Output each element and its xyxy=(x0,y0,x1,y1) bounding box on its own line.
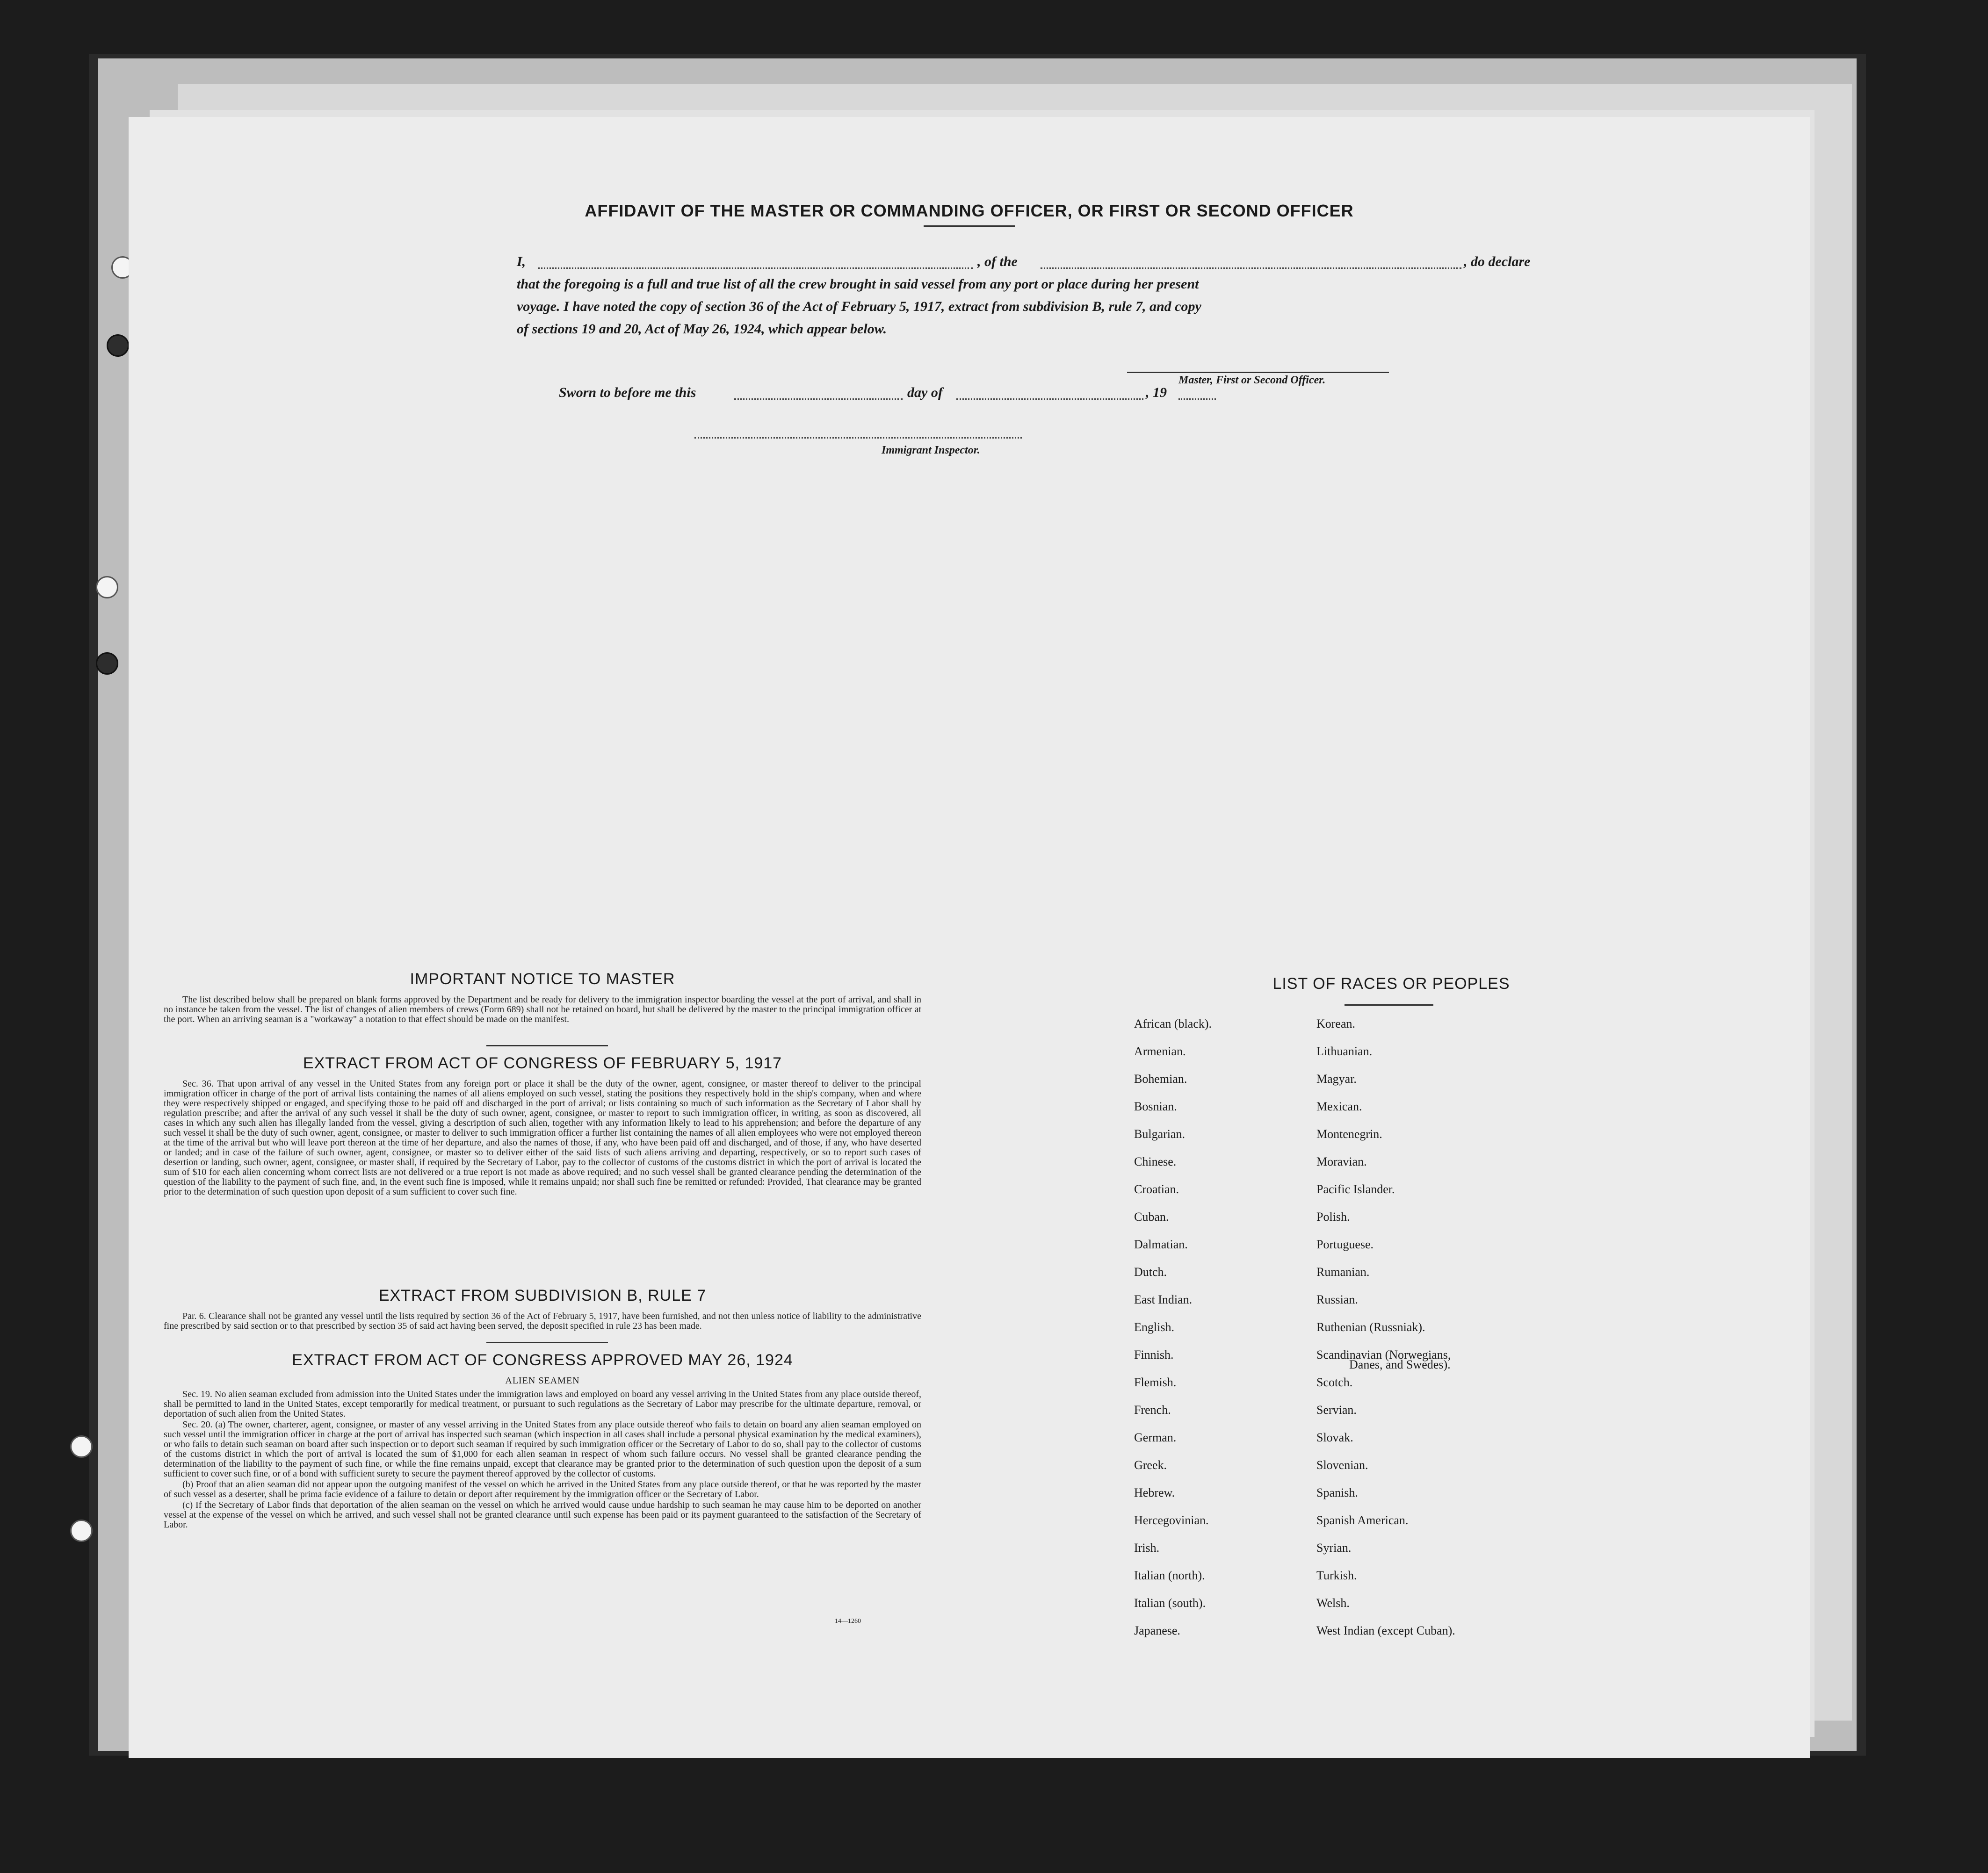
section-20c-paragraph: (c) If the Secretary of Labor finds that deportation of the alien seaman on the vessel on which he arrived would cause undue hardship to such seaman he may cause him to be deported on another vessel at the expense of the vessel on which he arrived, and such vessel shall not be granted clearance until such expense has been paid or its payment guaranteed to the satisfaction of the Secretary of Labor. xyxy=(164,1500,921,1530)
declaration-line-4: of sections 19 and 20, Act of May 26, 1924, which appear below. xyxy=(517,321,887,337)
binder-hole xyxy=(70,1520,93,1542)
day-of-label: day of xyxy=(907,385,943,400)
race-item: East Indian. xyxy=(1134,1293,1193,1306)
race-item: Greek. xyxy=(1134,1458,1167,1472)
race-item: African (black). xyxy=(1134,1017,1212,1030)
race-item: Mexican. xyxy=(1316,1100,1362,1113)
race-item: Lithuanian. xyxy=(1316,1045,1373,1058)
affidavit-title: AFFIDAVIT OF THE MASTER OR COMMANDING OFFICER, OR FIRST OR SECOND OFFICER xyxy=(585,201,1354,220)
inspector-label: Immigrant Inspector. xyxy=(882,444,980,456)
paragraph-6: Par. 6. Clearance shall not be granted any vessel until the lists required by section 36 of the Act of February 5, 1917, have been furnished, and not then unless notice of liability to the administrative fine prescribed by said section or to that prescribed by section 35 of said act having been served, the deposit specified in rule 23 has been made. xyxy=(164,1311,921,1331)
race-item: Cuban. xyxy=(1134,1210,1169,1224)
month-blank[interactable] xyxy=(956,398,1143,400)
extract-1924-text xyxy=(164,1390,921,1531)
races-column-2 xyxy=(1316,1010,1560,1644)
notice-title: IMPORTANT NOTICE TO MASTER xyxy=(410,970,675,988)
sworn-line xyxy=(559,383,1330,402)
race-item: Irish. xyxy=(1134,1541,1160,1555)
declaration-line-2: that the foregoing is a full and true list of all the crew brought in said vessel from any port or place during her present xyxy=(517,276,1199,292)
year-blank[interactable] xyxy=(1178,398,1216,400)
rule-7-text xyxy=(164,1311,921,1332)
declaration-line-1 xyxy=(517,252,1578,271)
race-item: Russian. xyxy=(1316,1293,1358,1306)
section-20a-paragraph: Sec. 20. (a) The owner, charterer, agent, consignee, or master of any vessel arriving in the United States from any place outside thereof who fails to detain on board any alien seaman employed on such vessel until the immigration officer in charge at the port of arrival has inspected such seaman (which inspection in all cases shall include a personal physical examination by the medical examiners), or who fails to detain such seaman on board after such inspection or to deport such seaman if required by such immigration officer or the Secretary of Labor to do so, shall pay to the collector of customs of the customs district in which the port of arrival is located the sum of $1,000 for each alien seaman in respect of whom such failure occurs. No vessel shall be granted clearance pending the determination of the liability to the payment of such fine, or while the fine remains unpaid, except that clearance may be granted prior to the determination of such question upon the deposit of a sum sufficient to cover such fine, or of a bond with sufficient surety to secure the payment thereof approved by the collector of customs. xyxy=(164,1419,921,1479)
day-blank[interactable] xyxy=(734,398,903,400)
sworn-label: Sworn to before me this xyxy=(559,385,696,400)
rule-7-title: EXTRACT FROM SUBDIVISION B, RULE 7 xyxy=(378,1287,707,1304)
extract-1917-text xyxy=(164,1079,921,1198)
race-item: Turkish. xyxy=(1316,1569,1357,1582)
declaration-of-the: , of the xyxy=(977,254,1018,269)
race-item: Bohemian. xyxy=(1134,1072,1187,1086)
race-item: Scotch. xyxy=(1316,1376,1353,1389)
race-item: Spanish American. xyxy=(1316,1513,1409,1527)
race-item: Spanish. xyxy=(1316,1486,1358,1499)
name-blank[interactable] xyxy=(538,267,973,269)
divider xyxy=(924,225,1015,227)
document-page xyxy=(129,117,1810,1758)
divider xyxy=(486,1045,608,1046)
races-title: LIST OF RACES OR PEOPLES xyxy=(1272,975,1510,993)
race-item: Dalmatian. xyxy=(1134,1238,1188,1251)
extract-1917-title: EXTRACT FROM ACT OF CONGRESS OF FEBRUARY 5, 1917 xyxy=(303,1054,782,1072)
race-item: Bosnian. xyxy=(1134,1100,1177,1113)
notice-paragraph: The list described below shall be prepared on blank forms approved by the Department and be ready for delivery to the immigration inspector boarding the vessel at the port of arrival, and shall in no instance be taken from the vessel. The list of changes of alien members of crews (Form 689) shall not be retained on board, but shall be delivered by the master to the principal immigration officer at the port. When an arriving seaman is a "workaway" a notation to that effect should be made on the manifest. xyxy=(164,994,921,1024)
race-item: West Indian (except Cuban). xyxy=(1316,1624,1455,1637)
race-item: Slovak. xyxy=(1316,1431,1353,1444)
signature-label: Master, First or Second Officer. xyxy=(1178,374,1326,386)
race-item: Montenegrin. xyxy=(1316,1127,1382,1141)
binder-hole xyxy=(70,1435,93,1458)
race-item: Slovenian. xyxy=(1316,1458,1368,1472)
extract-1924-title: EXTRACT FROM ACT OF CONGRESS APPROVED MAY 26, 1924 xyxy=(292,1351,793,1369)
races-column-1 xyxy=(1134,1010,1312,1644)
race-item: Finnish. xyxy=(1134,1348,1174,1362)
race-item: Hebrew. xyxy=(1134,1486,1175,1499)
declaration-line-3: voyage. I have noted the copy of section 36 of the Act of February 5, 1917, extract from subdivision B, rule 7, and copy xyxy=(517,299,1201,314)
section-19-paragraph: Sec. 19. No alien seaman excluded from admission into the United States under the immigration laws and employed on board any vessel arriving in the United States from any place outside thereof, shall be permitted to land in the United States, except temporarily for medical treatment, or pursuant to such regulations as the Secretary of Labor may prescribe for the ultimate departure, removal, or deportation of such alien from the United States. xyxy=(164,1389,921,1419)
race-item: Moravian. xyxy=(1316,1155,1367,1168)
race-item: Korean. xyxy=(1316,1017,1356,1030)
notice-text xyxy=(164,995,921,1025)
race-item: Polish. xyxy=(1316,1210,1350,1224)
alien-seamen-subtitle: ALIEN SEAMEN xyxy=(505,1376,580,1386)
race-item: Servian. xyxy=(1316,1403,1357,1417)
binder-hole xyxy=(107,334,129,357)
race-item: French. xyxy=(1134,1403,1171,1417)
vessel-blank[interactable] xyxy=(1041,267,1461,269)
race-item: Syrian. xyxy=(1316,1541,1352,1555)
race-item: Portuguese. xyxy=(1316,1238,1374,1251)
race-item: English. xyxy=(1134,1320,1174,1334)
race-item: Flemish. xyxy=(1134,1376,1177,1389)
race-item: Ruthenian (Russniak). xyxy=(1316,1320,1425,1334)
binder-hole xyxy=(96,652,118,675)
race-item: Welsh. xyxy=(1316,1596,1350,1610)
race-item: Armenian. xyxy=(1134,1045,1186,1058)
year-label: , 19 xyxy=(1146,385,1167,400)
race-item: Chinese. xyxy=(1134,1155,1177,1168)
race-item: Magyar. xyxy=(1316,1072,1357,1086)
declaration-do-declare: , do declare xyxy=(1464,254,1531,269)
divider xyxy=(486,1342,608,1343)
inspector-signature-line[interactable] xyxy=(694,437,1022,439)
divider xyxy=(1345,1004,1433,1006)
race-item: Italian (north). xyxy=(1134,1569,1205,1582)
race-item: Dutch. xyxy=(1134,1265,1167,1279)
race-item: Japanese. xyxy=(1134,1624,1180,1637)
form-number: 14—1260 xyxy=(835,1618,861,1625)
binder-hole xyxy=(96,576,118,598)
race-item: Hercegovinian. xyxy=(1134,1513,1209,1527)
section-20b-paragraph: (b) Proof that an alien seaman did not appear upon the outgoing manifest of the vessel on which he arrived in the United States from any place outside thereof, or that he was reported by the master of such vessel as a deserter, shall be prima facie evidence of a failure to detain or deport after requirement by the immigration officer or the Secretary of Labor. xyxy=(164,1479,921,1499)
race-item: German. xyxy=(1134,1431,1177,1444)
signature-line[interactable] xyxy=(1127,372,1389,373)
race-item: Pacific Islander. xyxy=(1316,1182,1395,1196)
race-item: Bulgarian. xyxy=(1134,1127,1186,1141)
declaration-i: I, xyxy=(517,254,526,269)
section-36-paragraph: Sec. 36. That upon arrival of any vessel in the United States from any foreign port or place it shall be the duty of the owner, agent, consignee, or master thereof to deliver to the principal immigration officer in charge of the port of arrival lists containing the names of all aliens employed on such vessel, stating the positions they respectively hold in the ship's company, when and where they were respectively shipped or engaged, and specifying those to be paid off and discharged in the port of arrival; or lists containing so much of such information as the Secretary of Labor shall by regulation prescribe; and after the arrival of any such vessel it shall be the duty of such owner, agent, consignee, or master to report to such immigration officer, in writing, as soon as discovered, all cases in which any such alien has illegally landed from the vessel, giving a description of such alien, together with any information likely to lead to his apprehension; and before the departure of any such vessel it shall be the duty of such owner, agent, consignee, or master to deliver to such immigration officer a further list containing the names of all alien employees who were not employed thereon at the time of the arrival but who will leave port thereon at the time of her departure, and also the names of those, if any, who have been paid off and discharged, and of those, if any, who have deserted or landed; and in case of the failure of such owner, agent, consignee, or master so to deliver either of the said lists of such aliens arriving and departing, respectively, or so to report such cases of desertion or landing, such owner, agent, consignee, or master shall, if required by the Secretary of Labor, pay to the collector of customs of the customs district in which the port of arrival is located the sum of $10 for each alien concerning whom correct lists are not delivered or a true report is not made as above required; and no such vessel shall be granted clearance pending the determination of the question of the liability to the payment of such fine, and, in the event such fine is imposed, while it remains unpaid; nor shall such fine be remitted or refunded: Provided, That clearance may be granted prior to the determination of such question upon deposit of a sum sufficient to cover such fine. xyxy=(164,1079,921,1197)
race-item: Italian (south). xyxy=(1134,1596,1206,1610)
race-item: Rumanian. xyxy=(1316,1265,1370,1279)
race-item-continuation: Danes, and Swedes). xyxy=(1349,1358,1451,1371)
race-item: Scandinavian (Norwegians, xyxy=(1316,1348,1451,1362)
race-item: Croatian. xyxy=(1134,1182,1179,1196)
